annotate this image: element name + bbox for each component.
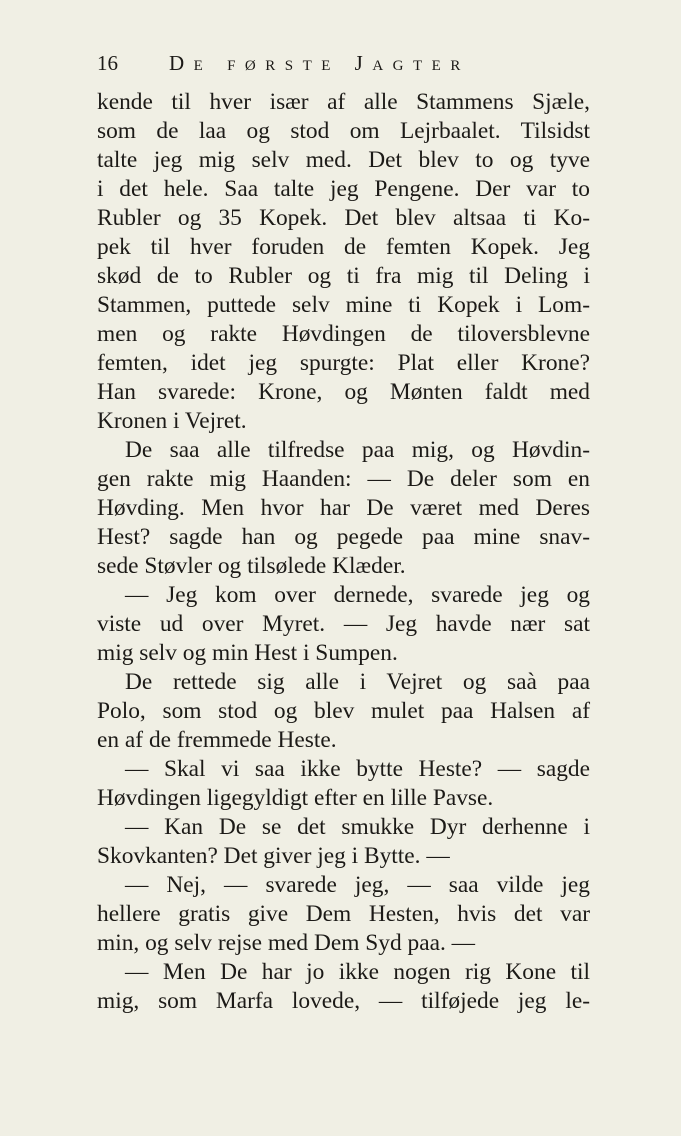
text-line: Stammen, puttede selv mine ti Kopek i Lom- [97, 292, 590, 318]
running-head [97, 48, 597, 78]
text-line: pek til hver foruden de femten Kopek. Jeg [97, 234, 590, 260]
text-line: sede Støvler og tilsølede Klæder. [97, 553, 406, 579]
text-line: mig, som Marfa lovede, — tilføjede jeg le- [97, 988, 590, 1014]
text-line: men og rakte Høvdingen de tiloversblevne [97, 321, 590, 347]
text-line: Hest? sagde han og pegede paa mine snav- [97, 524, 590, 550]
text-line: mig selv og min Hest i Sumpen. [97, 640, 398, 666]
text-line: Skovkanten? Det giver jeg i Bytte. — [97, 843, 450, 869]
text-line: — Kan De se det smukke Dyr derhenne i [125, 814, 590, 840]
text-line: en af de fremmede Heste. [97, 727, 337, 753]
text-line: — Nej, — svarede jeg, — saa vilde jeg [125, 872, 590, 898]
running-title: De første Jagter [169, 51, 470, 75]
text-line: min, og selv rejse med Dem Syd paa. — [97, 930, 476, 956]
text-line: hellere gratis give Dem Hesten, hvis det var [97, 901, 590, 927]
text-line: De rettede sig alle i Vejret og saà paa [125, 669, 590, 695]
text-line: Høvding. Men hvor har De været med Deres [97, 495, 590, 521]
text-line: skød de to Rubler og ti fra mig til Deling i [97, 263, 590, 289]
text-line: — Jeg kom over dernede, svarede jeg og [125, 582, 590, 608]
text-line: Han svarede: Krone, og Mønten faldt med [97, 379, 590, 405]
text-line: De saa alle tilfredse paa mig, og Høvdin- [125, 437, 590, 463]
text-line: i det hele. Saa talte jeg Pengene. Der var to [97, 176, 590, 202]
text-line: — Men De har jo ikke nogen rig Kone til [125, 959, 590, 985]
text-line: som de laa og stod om Lejrbaalet. Tilsidst [97, 118, 590, 144]
text-line: gen rakte mig Haanden: — De deler som en [97, 466, 590, 492]
page-number: 16 [97, 51, 118, 75]
text-line: femten, idet jeg spurgte: Plat eller Krone? [97, 350, 590, 376]
text-line: viste ud over Myret. — Jeg havde nær sat [97, 611, 590, 637]
text-line: talte jeg mig selv med. Det blev to og tyve [97, 147, 590, 173]
text-line: kende til hver især af alle Stammens Sjæle, [97, 89, 590, 115]
text-line: — Skal vi saa ikke bytte Heste? — sagde [125, 756, 590, 782]
text-line: Kronen i Vejret. [97, 408, 247, 434]
body-text [97, 88, 590, 1016]
text-line: Rubler og 35 Kopek. Det blev altsaa ti Ko- [97, 205, 590, 231]
text-line: Høvdingen ligegyldigt efter en lille Pavse. [97, 785, 494, 811]
text-line: Polo, som stod og blev mulet paa Halsen af [97, 698, 590, 724]
